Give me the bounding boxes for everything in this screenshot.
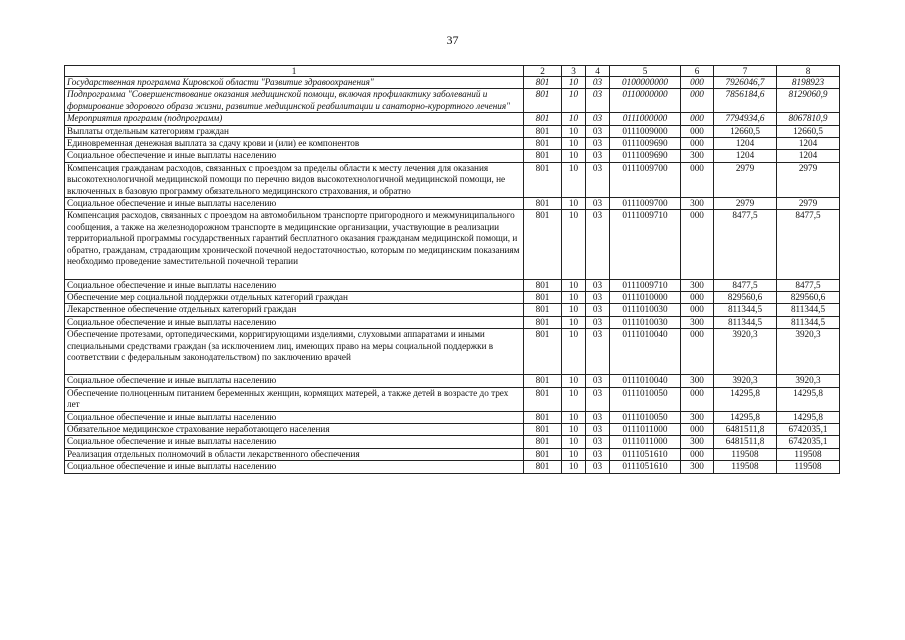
page-number: 37 [446, 33, 459, 47]
row-code-section: 10 [562, 461, 586, 473]
row-code-section: 10 [562, 138, 586, 150]
row-code-ministry: 801 [524, 316, 562, 328]
row-code-ministry: 801 [524, 279, 562, 291]
row-code-subsection: 03 [586, 304, 610, 316]
row-code-ministry: 801 [524, 436, 562, 448]
budget-table [64, 65, 840, 474]
row-code-target: 0111009710 [610, 279, 681, 291]
row-amount-year1: 8477,5 [714, 210, 777, 279]
row-code-section: 10 [562, 162, 586, 197]
row-amount-year1: 2979 [714, 198, 777, 210]
row-code-target: 0111010040 [610, 329, 681, 375]
row-code-target: 0111009690 [610, 150, 681, 162]
row-name: Обеспечение протезами, ортопедическими, корригирующими изделиями, слуховыми аппаратами и иными специальными средствами граждан (за исключением лиц, имеющих право на меры социальной поддержки в соответствии с федеральным законодательством) по заключению врачей [65, 329, 524, 375]
row-code-ministry: 801 [524, 89, 562, 113]
row-code-section: 10 [562, 291, 586, 303]
row-code-section: 10 [562, 210, 586, 279]
column-header: 3 [562, 66, 586, 77]
table-row [65, 411, 840, 423]
row-code-section: 10 [562, 423, 586, 435]
row-code-expense-type: 000 [681, 448, 714, 460]
row-code-ministry: 801 [524, 329, 562, 375]
row-code-target: 0111010000 [610, 291, 681, 303]
row-amount-year2: 119508 [777, 448, 840, 460]
row-amount-year2: 2979 [777, 198, 840, 210]
row-code-target: 0111009000 [610, 125, 681, 137]
row-code-ministry: 801 [524, 113, 562, 125]
row-code-section: 10 [562, 150, 586, 162]
row-amount-year2: 6742035,1 [777, 436, 840, 448]
row-code-subsection: 03 [586, 387, 610, 411]
row-code-target: 0111010050 [610, 387, 681, 411]
column-header: 2 [524, 66, 562, 77]
table-row [65, 77, 840, 89]
row-name: Социальное обеспечение и иные выплаты населению [65, 461, 524, 473]
row-code-subsection: 03 [586, 375, 610, 387]
row-code-expense-type: 300 [681, 279, 714, 291]
row-code-target: 0111011000 [610, 436, 681, 448]
row-amount-year1: 7856184,6 [714, 89, 777, 113]
row-name: Социальное обеспечение и иные выплаты населению [65, 316, 524, 328]
row-amount-year2: 1204 [777, 150, 840, 162]
row-amount-year1: 119508 [714, 461, 777, 473]
column-header: 1 [65, 66, 524, 77]
row-code-subsection: 03 [586, 89, 610, 113]
row-code-expense-type: 300 [681, 436, 714, 448]
row-code-section: 10 [562, 113, 586, 125]
row-code-subsection: 03 [586, 162, 610, 197]
table-row [65, 138, 840, 150]
row-code-section: 10 [562, 375, 586, 387]
row-code-section: 10 [562, 436, 586, 448]
row-code-subsection: 03 [586, 329, 610, 375]
table-row [65, 279, 840, 291]
row-amount-year2: 811344,5 [777, 304, 840, 316]
table-row [65, 304, 840, 316]
row-amount-year2: 1204 [777, 138, 840, 150]
table-row [65, 316, 840, 328]
row-code-subsection: 03 [586, 461, 610, 473]
row-code-subsection: 03 [586, 77, 610, 89]
row-code-expense-type: 300 [681, 461, 714, 473]
row-code-target: 0111010030 [610, 316, 681, 328]
row-code-subsection: 03 [586, 150, 610, 162]
row-code-expense-type: 000 [681, 125, 714, 137]
row-name: Социальное обеспечение и иные выплаты населению [65, 436, 524, 448]
row-code-ministry: 801 [524, 210, 562, 279]
row-code-target: 0111000000 [610, 113, 681, 125]
row-code-section: 10 [562, 411, 586, 423]
row-code-subsection: 03 [586, 448, 610, 460]
row-amount-year1: 7794934,6 [714, 113, 777, 125]
row-code-expense-type: 000 [681, 89, 714, 113]
row-code-section: 10 [562, 77, 586, 89]
row-code-section: 10 [562, 329, 586, 375]
row-code-section: 10 [562, 125, 586, 137]
row-code-target: 0111010030 [610, 304, 681, 316]
row-code-expense-type: 000 [681, 77, 714, 89]
column-header: 5 [610, 66, 681, 77]
row-code-ministry: 801 [524, 125, 562, 137]
row-name: Мероприятия программ (подпрограмм) [65, 113, 524, 125]
row-name: Реализация отдельных полномочий в области лекарственного обеспечения [65, 448, 524, 460]
row-code-expense-type: 300 [681, 375, 714, 387]
row-code-subsection: 03 [586, 138, 610, 150]
row-name: Социальное обеспечение и иные выплаты населению [65, 375, 524, 387]
row-code-ministry: 801 [524, 375, 562, 387]
row-amount-year1: 12660,5 [714, 125, 777, 137]
row-amount-year1: 8477,5 [714, 279, 777, 291]
table-row [65, 125, 840, 137]
row-amount-year1: 1204 [714, 150, 777, 162]
row-code-section: 10 [562, 279, 586, 291]
row-code-target: 0111051610 [610, 461, 681, 473]
row-code-target: 0111010050 [610, 411, 681, 423]
row-code-expense-type: 000 [681, 304, 714, 316]
row-amount-year1: 3920,3 [714, 329, 777, 375]
row-amount-year2: 811344,5 [777, 316, 840, 328]
row-code-subsection: 03 [586, 436, 610, 448]
row-code-target: 0111010040 [610, 375, 681, 387]
row-amount-year2: 8129060,9 [777, 89, 840, 113]
row-name: Обеспечение полноценным питанием беременных женщин, кормящих матерей, а также детей в возрасте до трех лет [65, 387, 524, 411]
row-code-target: 0110000000 [610, 89, 681, 113]
row-code-target: 0111011000 [610, 423, 681, 435]
column-header: 4 [586, 66, 610, 77]
row-amount-year2: 8067810,9 [777, 113, 840, 125]
row-name: Обязательное медицинское страхование неработающего населения [65, 423, 524, 435]
row-amount-year1: 6481511,8 [714, 436, 777, 448]
column-header: 7 [714, 66, 777, 77]
row-amount-year2: 8198923 [777, 77, 840, 89]
row-amount-year2: 8477,5 [777, 279, 840, 291]
row-code-expense-type: 000 [681, 291, 714, 303]
table-row [65, 423, 840, 435]
table-row [65, 89, 840, 113]
row-name: Единовременная денежная выплата за сдачу крови и (или) ее компонентов [65, 138, 524, 150]
table-row [65, 375, 840, 387]
row-amount-year2: 829560,6 [777, 291, 840, 303]
table-row [65, 461, 840, 473]
row-amount-year2: 8477,5 [777, 210, 840, 279]
table-row [65, 329, 840, 375]
row-code-section: 10 [562, 198, 586, 210]
row-amount-year1: 811344,5 [714, 304, 777, 316]
row-amount-year1: 829560,6 [714, 291, 777, 303]
row-code-section: 10 [562, 387, 586, 411]
row-code-expense-type: 000 [681, 329, 714, 375]
row-code-subsection: 03 [586, 291, 610, 303]
row-name: Подпрограмма "Совершенствование оказания медицинской помощи, включая профилактику заболеваний и формирование здорового образа жизни, развитие медицинской реабилитации и санаторно-курортного лечения" [65, 89, 524, 113]
row-code-expense-type: 300 [681, 316, 714, 328]
row-code-expense-type: 300 [681, 411, 714, 423]
row-code-subsection: 03 [586, 411, 610, 423]
row-code-ministry: 801 [524, 411, 562, 423]
table-row [65, 113, 840, 125]
row-code-target: 0111009700 [610, 198, 681, 210]
table-row [65, 198, 840, 210]
row-name: Социальное обеспечение и иные выплаты населению [65, 411, 524, 423]
row-code-target: 0100000000 [610, 77, 681, 89]
row-code-target: 0111009710 [610, 210, 681, 279]
row-code-subsection: 03 [586, 279, 610, 291]
row-code-expense-type: 300 [681, 198, 714, 210]
table-row [65, 387, 840, 411]
row-code-section: 10 [562, 89, 586, 113]
row-code-target: 0111009690 [610, 138, 681, 150]
row-code-ministry: 801 [524, 448, 562, 460]
row-code-ministry: 801 [524, 387, 562, 411]
row-amount-year1: 1204 [714, 138, 777, 150]
row-code-ministry: 801 [524, 150, 562, 162]
row-code-ministry: 801 [524, 291, 562, 303]
row-code-section: 10 [562, 304, 586, 316]
row-code-subsection: 03 [586, 316, 610, 328]
row-amount-year1: 7926046,7 [714, 77, 777, 89]
row-amount-year1: 14295,8 [714, 387, 777, 411]
row-name: Компенсация гражданам расходов, связанных с проездом за пределы области к месту лечения для оказания высокотехнологичной медицинской помощи по перечню видов высокотехнологичной медицинской помощи, не включенных в базовую программу обязательного медицинского страхования, и обратно [65, 162, 524, 197]
row-amount-year1: 2979 [714, 162, 777, 197]
row-code-expense-type: 000 [681, 387, 714, 411]
table-row [65, 210, 840, 279]
row-code-subsection: 03 [586, 125, 610, 137]
row-code-expense-type: 300 [681, 150, 714, 162]
row-amount-year2: 12660,5 [777, 125, 840, 137]
row-code-ministry: 801 [524, 198, 562, 210]
row-code-expense-type: 000 [681, 423, 714, 435]
row-name: Обеспечение мер социальной поддержки отдельных категорий граждан [65, 291, 524, 303]
row-amount-year2: 6742035,1 [777, 423, 840, 435]
column-header: 6 [681, 66, 714, 77]
row-code-target: 0111051610 [610, 448, 681, 460]
table-row [65, 448, 840, 460]
row-code-subsection: 03 [586, 210, 610, 279]
table-row [65, 436, 840, 448]
row-code-expense-type: 000 [681, 162, 714, 197]
row-amount-year2: 3920,3 [777, 375, 840, 387]
row-name: Компенсация расходов, связанных с проездом на автомобильном транспорте пригородного и межмуниципального сообщения, а также на железнодорожном транспорте в медицинские организации, участвующие в реализации территориальной программы государственных гарантий бесплатного оказания гражданам медицинской помощи, и обратно, гражданам, страдающим хронической почечной недостаточностью, которым по медицинским показаниям необходимо проведение заместительной почечной терапии [65, 210, 524, 279]
row-amount-year1: 6481511,8 [714, 423, 777, 435]
table-row [65, 162, 840, 197]
row-code-expense-type: 000 [681, 138, 714, 150]
table-row [65, 291, 840, 303]
row-code-subsection: 03 [586, 113, 610, 125]
row-amount-year2: 14295,8 [777, 411, 840, 423]
row-code-ministry: 801 [524, 461, 562, 473]
row-amount-year2: 14295,8 [777, 387, 840, 411]
row-code-expense-type: 000 [681, 210, 714, 279]
row-name: Социальное обеспечение и иные выплаты населению [65, 198, 524, 210]
row-amount-year1: 3920,3 [714, 375, 777, 387]
row-code-ministry: 801 [524, 423, 562, 435]
row-code-ministry: 801 [524, 304, 562, 316]
row-amount-year2: 3920,3 [777, 329, 840, 375]
row-name: Социальное обеспечение и иные выплаты населению [65, 150, 524, 162]
column-header: 8 [777, 66, 840, 77]
row-code-target: 0111009700 [610, 162, 681, 197]
row-code-ministry: 801 [524, 77, 562, 89]
row-name: Государственная программа Кировской области "Развитие здравоохранения" [65, 77, 524, 89]
row-code-ministry: 801 [524, 162, 562, 197]
row-amount-year2: 119508 [777, 461, 840, 473]
row-code-section: 10 [562, 316, 586, 328]
row-name: Выплаты отдельным категориям граждан [65, 125, 524, 137]
row-amount-year1: 14295,8 [714, 411, 777, 423]
row-name: Лекарственное обеспечение отдельных категорий граждан [65, 304, 524, 316]
row-code-ministry: 801 [524, 138, 562, 150]
header-row [65, 66, 840, 77]
row-code-section: 10 [562, 448, 586, 460]
row-code-expense-type: 000 [681, 113, 714, 125]
row-amount-year2: 2979 [777, 162, 840, 197]
row-amount-year1: 811344,5 [714, 316, 777, 328]
row-code-subsection: 03 [586, 423, 610, 435]
table-row [65, 150, 840, 162]
row-amount-year1: 119508 [714, 448, 777, 460]
row-code-subsection: 03 [586, 198, 610, 210]
row-name: Социальное обеспечение и иные выплаты населению [65, 279, 524, 291]
